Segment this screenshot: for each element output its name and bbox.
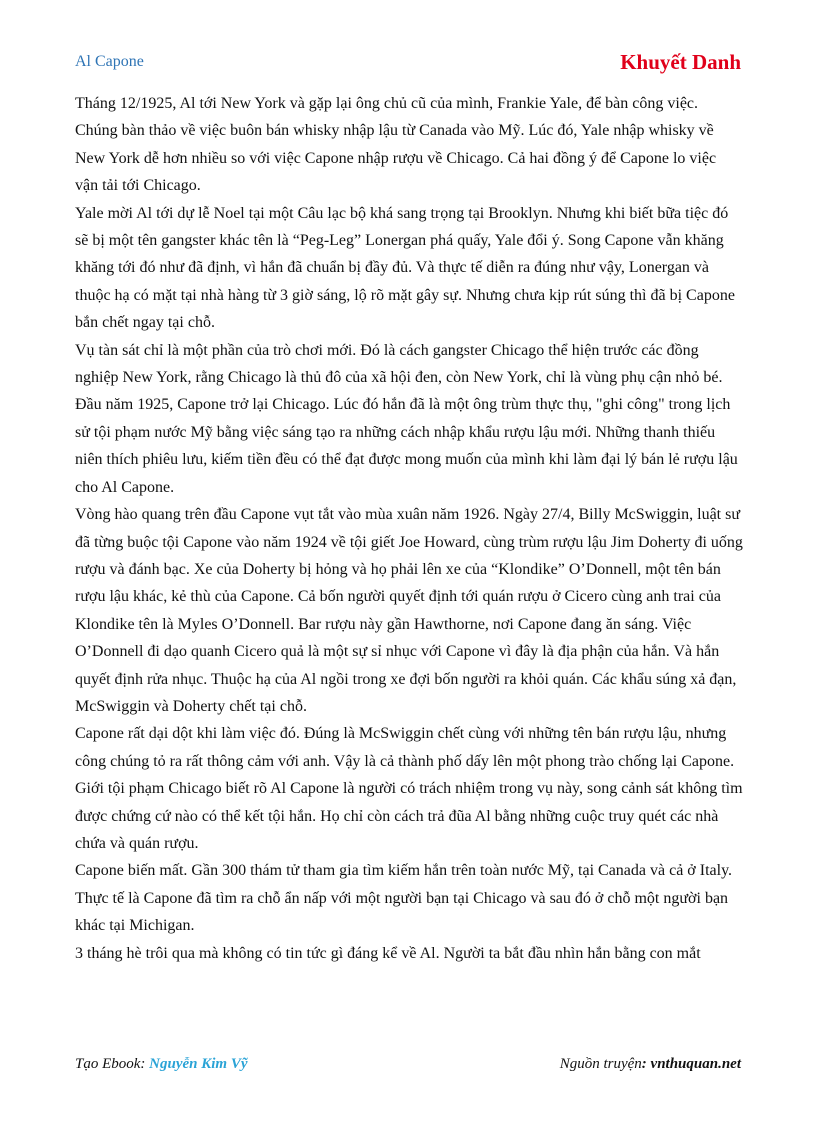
author-name: Khuyết Danh: [620, 50, 741, 74]
paragraph: Đầu năm 1925, Capone trở lại Chicago. Lúc đó hắn đã là một ông trùm thực thụ, "ghi công" trong lịch sử tội phạm nước Mỹ bằng việc sáng tạo ra những cách nhập khẩu rượu lậu mới. Những thanh thiếu niên thích phiêu lưu, kiếm tiền đều có thể đạt được mong muốn của mình khi làm đại lý bán lẻ rượu lậu cho Al Capone.: [75, 396, 738, 496]
paragraph: Capone biến mất. Gần 300 thám tử tham gia tìm kiếm hắn trên toàn nước Mỹ, tại Canada và cả ở Italy. Thực tế là Capone đã tìm ra chỗ ẩn nấp với một người bạn tại Chicago và sau đó ở chỗ một người bạn khác tại Michigan.: [75, 862, 733, 935]
paragraph: Yale mời Al tới dự lễ Noel tại một Câu lạc bộ khá sang trọng tại Brooklyn. Nhưng khi biết bữa tiệc đó sẽ bị một tên gangster khác tên là “Peg-Leg” Lonergan phá quấy, Yale đổi ý. Song Capone vẫn khăng khăng tới đó như đã định, vì hắn đã chuẩn bị đầy đủ. Và thực tế diễn ra đúng như vậy, Lonergan và thuộc hạ có mặt tại nhà hàng từ 3 giờ sáng, lộ rõ mặt gây sự. Nhưng chưa kịp rút súng thì đã bị Capone bắn chết ngay tại chỗ.: [75, 204, 735, 332]
paragraph: Tháng 12/1925, Al tới New York và gặp lại ông chủ cũ của mình, Frankie Yale, để bàn công việc. Chúng bàn thảo về việc buôn bán whisky nhập lậu từ Canada vào Mỹ. Lúc đó, Yale nhập whisky về New York dễ hơn nhiều so với việc Capone nhập rượu về Chicago. Cả hai đồng ý để Capone lo việc vận tải tới Chicago.: [75, 95, 717, 195]
ebook-credit: [75, 1056, 248, 1073]
ebook-separator: :: [140, 1056, 150, 1072]
source-separator: :: [641, 1056, 651, 1072]
page-header: [75, 50, 741, 76]
ebook-label: Tạo Ebook: [75, 1056, 141, 1072]
book-title: Al Capone: [75, 53, 144, 70]
page-footer: [75, 1056, 741, 1078]
source-site-link[interactable]: vnthuquan.net: [650, 1056, 741, 1072]
source-label: Nguồn truyện: [559, 1056, 642, 1072]
paragraph: Capone rất dại dột khi làm việc đó. Đúng là McSwiggin chết cùng với những tên bán rượu lậu, nhưng công chúng tỏ ra rất thông cảm với anh. Vậy là cả thành phố dấy lên một phong trào chống lại Capone.: [75, 725, 735, 770]
paragraph: Giới tội phạm Chicago biết rõ Al Capone là người có trách nhiệm trong vụ này, song cảnh sát không tìm được chứng cứ nào có thể kết tội hắn. Họ chỉ còn cách trả đũa Al bằng những cuộc truy quét các nhà chứa và quán rượu.: [75, 780, 743, 852]
paragraph: 3 tháng hè trôi qua mà không có tin tức gì đáng kể về Al. Người ta bắt đầu nhìn hắn bằng con mắt: [75, 944, 701, 962]
paragraph: Vòng hào quang trên đầu Capone vụt tắt vào mùa xuân năm 1926. Ngày 27/4, Billy McSwiggin, luật sư đã từng buộc tội Capone vào năm 1924 về tội giết Joe Howard, cùng trùm rượu lậu Jim Doherty đi uống rượu và đánh bạc. Xe của Doherty bị hỏng và họ phải lên xe của “Klondike” O’Donnell, một tên bán rượu lậu khác, kẻ thù của Capone. Cả bốn người quyết định tới quán rượu ở Cicero cùng anh trai của Klondike tên là Myles O’Donnell. Bar rượu này gần Hawthorne, nơi Capone đang ăn sáng. Việc O’Donnell đi dạo quanh Cicero quả là một sự sỉ nhục với Capone vì đây là địa phận của hắn. Và hắn quyết định rửa nhục. Thuộc hạ của Al ngồi trong xe đợi bốn người ra khỏi quán. Các khẩu súng xả đạn, McSwiggin và Doherty chết tại chỗ.: [75, 506, 743, 715]
paragraph: Vụ tàn sát chỉ là một phần của trò chơi mới. Đó là cách gangster Chicago thể hiện trước các đồng nghiệp New York, rằng Chicago là thủ đô của xã hội đen, còn New York, chỉ là vùng phụ cận nhỏ bé.: [75, 341, 723, 387]
ebook-author: Nguyễn Kim Vỹ: [149, 1056, 248, 1072]
page-body: [75, 90, 743, 967]
source-credit: [560, 1056, 741, 1073]
